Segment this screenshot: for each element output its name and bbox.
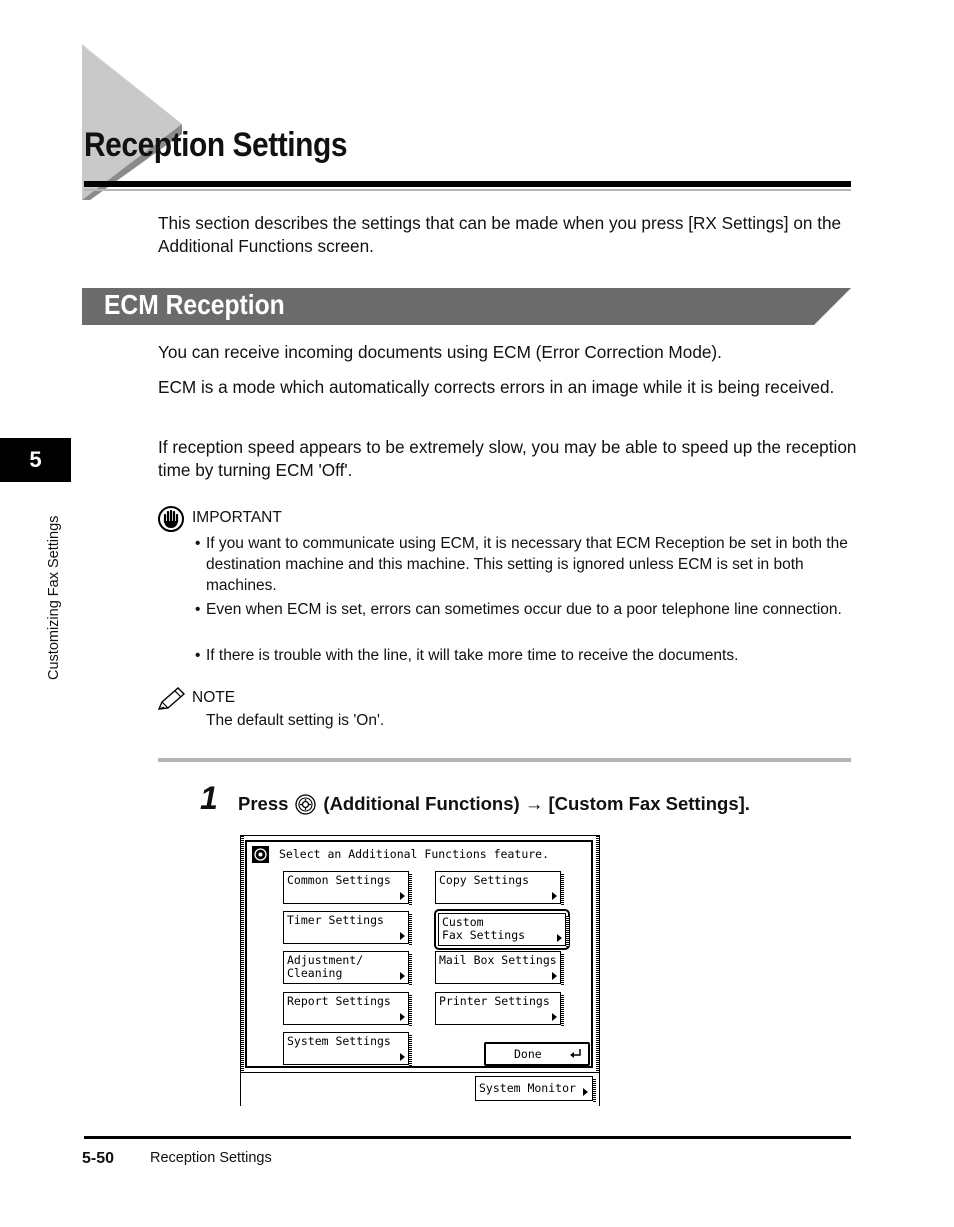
screen-message: Select an Additional Functions feature. <box>279 847 550 861</box>
bullet-text: Even when ECM is set, errors can sometimes occur due to a poor telephone line connection. <box>206 601 842 618</box>
arrow-right-icon <box>400 1053 405 1061</box>
button-label: Copy Settings <box>439 873 530 887</box>
return-icon <box>570 1049 582 1059</box>
important-bullet: • Even when ECM is set, errors can sometimes occur due to a poor telephone line connection. <box>195 601 842 618</box>
intro-paragraph: This section describes the settings that can be made when you press [RX Settings] on the Additional Functions screen. <box>158 213 842 256</box>
button-label: Report Settings <box>287 994 391 1008</box>
touch-panel-screen <box>240 835 600 1106</box>
button-label: System Monitor <box>479 1081 576 1095</box>
system-settings-button[interactable] <box>283 1032 409 1065</box>
chapter-label: Customizing Fax Settings <box>46 515 62 680</box>
footer-title: Reception Settings <box>150 1150 272 1166</box>
custom-fax-settings-button[interactable] <box>438 913 566 946</box>
arrow-right-icon <box>400 932 405 940</box>
screen-right-edge <box>596 836 599 1105</box>
adjustment-cleaning-button[interactable] <box>283 951 409 984</box>
button-label: Common Settings <box>287 873 391 887</box>
report-settings-button[interactable] <box>283 992 409 1025</box>
button-label: Custom Fax Settings <box>442 915 526 942</box>
note-heading: NOTE <box>192 689 236 706</box>
step-number: 1 <box>200 780 218 816</box>
pencil-icon <box>156 686 186 712</box>
printer-settings-button[interactable] <box>435 992 561 1025</box>
done-button[interactable] <box>484 1042 590 1066</box>
additional-functions-panel <box>245 840 593 1068</box>
button-label: Timer Settings <box>287 913 384 927</box>
bullet-text: If you want to communicate using ECM, it is necessary that ECM Reception be set in both the destination machine and this machine. This setting is ignored unless ECM is set in both machines. <box>206 535 848 594</box>
arrow-right-icon <box>552 972 557 980</box>
arrow-right-icon <box>400 1013 405 1021</box>
button-label: System Settings <box>287 1034 391 1048</box>
arrow-right-icon <box>552 892 557 900</box>
arrow-right-icon <box>557 934 562 942</box>
button-label: Adjustment/ Cleaning <box>287 953 364 980</box>
chapter-number: 5 <box>29 447 42 472</box>
common-settings-button[interactable] <box>283 871 409 904</box>
step-instruction-text: (Additional Functions) → [Custom Fax Settings]. <box>323 793 750 814</box>
hand-stop-icon <box>157 506 185 532</box>
additional-functions-icon <box>295 794 316 815</box>
arrow-right-icon <box>583 1088 588 1096</box>
button-label: Printer Settings <box>439 994 550 1008</box>
copy-settings-button[interactable] <box>435 871 561 904</box>
important-bullet: • If you want to communicate using ECM, it is necessary that ECM Reception be set in both the destination machine and this machine. This setting is ignored unless ECM is set in both machines. <box>195 535 848 594</box>
footer-rule <box>84 1136 851 1139</box>
header-triangle-decoration <box>82 44 192 200</box>
bullet-text: If there is trouble with the line, it will take more time to receive the documents. <box>206 647 739 664</box>
section-paragraph: ECM is a mode which automatically corrects errors in an image while it is being received. <box>158 377 835 397</box>
important-heading: IMPORTANT <box>192 509 282 526</box>
additional-functions-icon <box>252 846 269 863</box>
step-divider <box>158 758 851 762</box>
title-rule <box>84 181 851 187</box>
important-bullet: • If there is trouble with the line, it will take more time to receive the documents. <box>195 647 739 664</box>
step-press-label: Press <box>238 793 289 814</box>
section-paragraph: You can receive incoming documents using ECM (Error Correction Mode). <box>158 342 722 362</box>
button-label: Mail Box Settings <box>439 953 557 967</box>
step-instruction <box>238 793 750 815</box>
system-monitor-button[interactable] <box>475 1076 593 1101</box>
button-label: Done <box>514 1047 542 1061</box>
section-paragraph: If reception speed appears to be extremely slow, you may be able to speed up the reception time by turning ECM 'Off'. <box>158 437 857 480</box>
section-title: ECM Reception <box>104 289 285 320</box>
arrow-right-icon <box>552 1013 557 1021</box>
page-title: Reception Settings <box>84 126 348 164</box>
arrow-right-icon <box>400 972 405 980</box>
title-rule-shadow <box>84 189 851 191</box>
note-text: The default setting is 'On'. <box>206 712 385 729</box>
timer-settings-button[interactable] <box>283 911 409 944</box>
mail-box-settings-button[interactable] <box>435 951 561 984</box>
screen-left-edge <box>241 836 244 1105</box>
arrow-right-icon <box>400 892 405 900</box>
page-number: 5-50 <box>82 1150 115 1167</box>
